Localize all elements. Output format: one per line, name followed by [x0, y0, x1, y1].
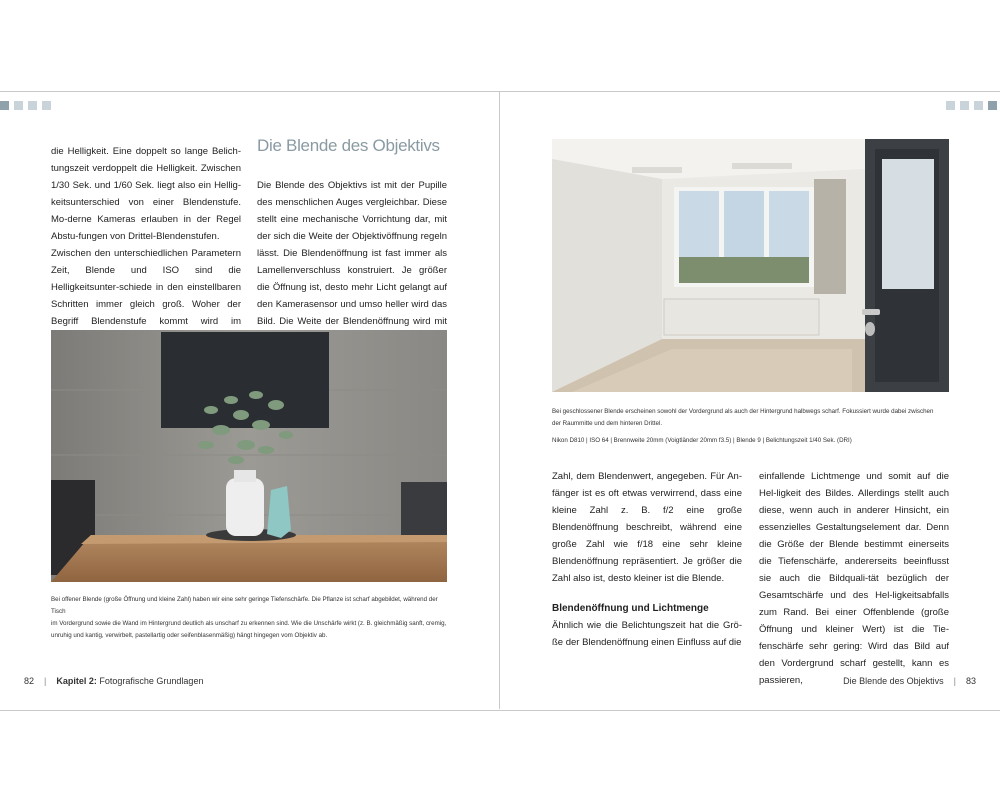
photo-room-illustration — [552, 139, 949, 392]
page-gutter — [499, 91, 500, 709]
right-column-2 — [759, 468, 949, 689]
paragraph: Ähnlich wie die Belichtungszeit hat die Grö-ße der Blendenöffnung einen Einfluss auf die — [552, 620, 742, 648]
photo-plant-illustration — [51, 330, 447, 582]
left-footer — [24, 676, 203, 686]
subheading: Blendenöffnung und Lichtmenge — [552, 603, 709, 614]
caption-line: unruhig und kantig, verwirbelt, pastellartig oder seifenblasenmäßig) hängt hingegen vom Objektiv ab. — [51, 632, 328, 639]
footer-divider: | — [44, 676, 47, 686]
page-number: 82 — [24, 676, 35, 686]
left-column-2 — [257, 177, 447, 347]
right-footer — [843, 676, 976, 686]
caption-line: im Vordergrund sowie die Wand im Hintergrund deutlich als unscharf zu erkennen sind. Wie die Unschärfe wirkt (z. B. gleichmäßig sanft, cremig, — [51, 620, 447, 627]
paragraph: einfallende Lichtmenge und somit auf die Hel-ligkeit des Bildes. Allerdings stellt auch diese, wenn auch in anderer Hinsicht, ein essenzielles Gestaltungselement dar. Denn die Größe der Blende bestimmt einerseits die Tiefenschärfe, andererseits beeinflusst sie auch die Bildquali-tät bezüglich der Gesamtschärfe und des Hel-ligkeitsabfalls zum Rand. Bei einer Offenblende (große Öffnung und kleiner Wert) ist die Tie-fenschärfe sehr gering: Wird das Bild auf den Vordergrund scharf gestellt, kann es passieren, — [759, 471, 949, 686]
left-photo-caption — [51, 594, 451, 642]
caption-line: Bei offener Blende (große Öffnung und kleine Zahl) haben wir eine sehr geringe Tiefenschärfe. Die Pflanze ist scharf abgebildet, während der Tisch — [51, 596, 438, 615]
photo-bright-room — [552, 139, 949, 392]
section-heading: Die Blende des Objektivs — [257, 136, 440, 155]
paragraph: die Helligkeit. Eine doppelt so lange Belich-tungszeit verdoppelt die Helligkeit. Zwischen 1/30 Sek. und 1/60 Sek. liegt also ein Hellig-keitsunterschied von einer Blendenstufe. Mo-derne Kameras erlauben in der Regel Abstu-fungen von Drittel-Blendenstufen. — [51, 146, 241, 242]
paragraph: Zahl, dem Blendenwert, angegeben. Für An-fänger ist es oft etwas verwirrend, dass eine kleine Zahl z. B. f/2 eine große Blendenöffnung beschreibt, während eine große Zahl wie f/18 eine sehr kleine Blendenöffnung repräsentiert. Je größer die Zahl also ist, desto kleiner ist die Blende. — [552, 471, 742, 584]
caption-line: Bei geschlossener Blende erscheinen sowohl der Vordergrund als auch der Hintergrund halbwegs scharf. Fokussiert wurde dabei zwischen — [552, 408, 934, 415]
footer-divider: | — [953, 676, 956, 686]
right-page-decoration — [946, 101, 997, 110]
paragraph: Zwischen den unterschiedlichen Parametern Zeit, Blende und ISO sind die Helligkeitsunter-schiede in den einstellbaren Schritten immer gleich groß. Woher der Begriff Blendenstufe kommt wird im — [51, 248, 241, 327]
right-column-1 — [552, 468, 742, 651]
left-column-1 — [51, 143, 241, 347]
chapter-title: Fotografische Grundlagen — [99, 676, 204, 686]
caption-line: der Raummitte und dem hinteren Drittel. — [552, 420, 663, 427]
paragraph: Die Blende des Objektivs ist mit der Pupille des menschlichen Auges vergleichbar. Diese stellt eine mechanische Vorrichtung dar, mit der sich die Weite der Objektivöffnung regeln lässt. Die Blendenöffnung ist fast immer als Lamellenverschluss konstruiert. Je größer die Öffnung ist, desto mehr Licht gelangt auf den Kamerasensor und umso heller wird das Bild. Die Weite der Blendenöffnung wird mit — [257, 180, 447, 327]
chapter-label: Kapitel 2: — [56, 676, 97, 686]
exif-line: Nikon D810 | ISO 64 | Brennweite 20mm (Voigtländer 20mm f3.5) | Blende 9 | Belichtungszeit 1/40 Sek. (DRI) — [552, 437, 852, 444]
photo-plant-on-table — [51, 330, 447, 582]
page-number: 83 — [965, 676, 976, 686]
running-head: Die Blende des Objektivs — [843, 676, 944, 686]
left-page-decoration — [0, 101, 51, 110]
right-photo-caption — [552, 406, 962, 447]
